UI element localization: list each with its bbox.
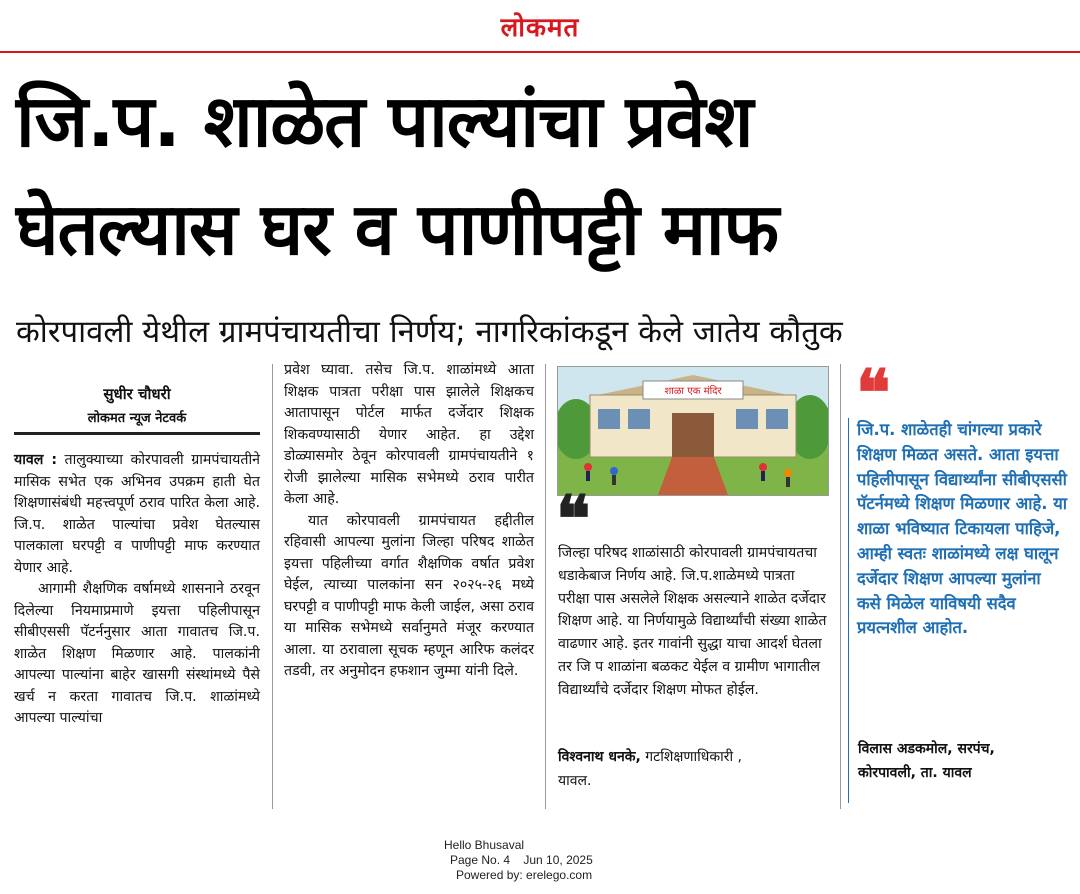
article-paragraph: यात कोरपावली ग्रामपंचायत हद्दीतील रहिवासी आपल्या मुलांना जिल्हा परिषद शाळेत इयत्ता पहिलीच्या वर्गात शैक्षणिक वर्षात प्रवेश घेईल, त्याच्या पालकांना सन २०२५-२६ मध्ये घरपट्टी व पाणीपट्टी माफ केली जाईल, असा ठराव या मासिक सभेमध्ये सर्वानुमते मंजूर करण्यात आला. या ठरावाला सूचक म्हणून आरिफ कलंदर तडवी, तर अनुमोदन हफशान जुम्मा यांनी दिले. — [284, 512, 534, 679]
article-text: तालुक्याच्या कोरपावली ग्रामपंचायतीने मासिक सभेत एक अभिनव उपक्रम हाती घेत शिक्षणासंबंधी महत्त्वपूर्ण ठराव पारित केला आहे. जि.प. शाळेत पाल्यांचा प्रवेश घेतल्यास पालकाला घरपट्टी व पाणीपट्टी माफ करण्यात येणार आहे. — [14, 452, 261, 576]
quote-author-name: विश्वनाथ धनके, — [558, 749, 641, 765]
column-divider — [840, 364, 841, 809]
quote-block-sarpanch — [857, 418, 1069, 641]
byline-author: सुधीर चौधरी — [103, 385, 171, 403]
quote-mark-icon: ❝ — [556, 482, 591, 557]
school-illustration — [557, 366, 829, 496]
dateline-place: यावल : — [14, 452, 58, 468]
masthead-logo: लोकमत — [500, 13, 580, 43]
headline-line-1: जि.प. शाळेत पाल्यांचा प्रवेश — [16, 79, 753, 163]
byline-organization: लोकमत न्यूज नेटवर्क — [87, 411, 187, 426]
column-divider — [272, 364, 273, 809]
quote-author-line: विलास अडकमोल, सरपंच, — [858, 741, 995, 757]
quote-text: जिल्हा परिषद शाळांसाठी कोरपावली ग्रामपंचायतचा धडाकेबाज निर्णय आहे. जि.प.शाळेमध्ये पात्रता परीक्षा पास असलेले शिक्षक असल्याने शाळेत दर्जेदार शिक्षण आहे. या निर्णयामुळे विद्यार्थ्यांची संख्या शाळेत वाढणार आहे. इतर गावांनी सुद्धा याचा आदर्श घेतला तर जि प शाळांना बळकट येईल व ग्रामीण भागातील विद्यार्थ्यांचे दर्जेदार शिक्षण मोफत होईल. — [558, 545, 827, 698]
subheadline: कोरपावली येथील ग्रामपंचायतीचा निर्णय; नागरिकांकडून केले जातेय कौतुक — [16, 314, 843, 350]
school-sign-text: शाळा एक मंदिर — [664, 386, 722, 397]
footer-powered-by[interactable]: Powered by: erelego.com — [456, 868, 593, 882]
quote-accent-line — [848, 418, 849, 803]
footer-page-date: Page No. 4 Jun 10, 2025 — [450, 853, 593, 867]
page-footer — [440, 838, 640, 883]
byline-rule — [14, 432, 260, 435]
quote-author-title: गटशिक्षणाधिकारी , — [640, 749, 742, 765]
quote-mark-icon: ❝ — [856, 356, 891, 431]
quote-author-place: यावल. — [558, 773, 592, 789]
quote-author-line: कोरपावली, ता. यावल — [858, 765, 972, 781]
article-column-2 — [284, 360, 534, 683]
quote-attribution-official — [558, 745, 830, 793]
article-paragraph: प्रवेश घ्यावा. तसेच जि.प. शाळांमध्ये आता शिक्षक पात्रता परीक्षा पास झालेले शिक्षकच आतापासून पोर्टल मार्फत दर्जेदार शिक्षक शिकवण्यासाठी येणार आहेत. हा उद्देश डोळ्यासमोर ठेवून कोरपावली ग्रामपंचायतीने १ रोजी झालेल्या मासिक सभेमध्ये ठराव पारीत केला आहे. — [284, 362, 534, 507]
article-column-1 — [14, 450, 260, 730]
quote-attribution-sarpanch — [858, 737, 1070, 785]
article-paragraph — [14, 450, 260, 579]
school-illustration-svg — [558, 367, 828, 495]
footer-edition: Hello Bhusaval — [444, 838, 525, 852]
quote-block-official — [558, 542, 830, 702]
column-divider — [545, 364, 546, 809]
masthead-rule — [0, 51, 1080, 53]
headline-line-2: घेतल्यास घर व पाणीपट्टी माफ — [16, 187, 779, 271]
article-paragraph: आगामी शैक्षणिक वर्षामध्ये शासनाने ठरवून दिलेल्या नियमाप्रमाणे इयत्ता पहिलीपासून सीबीएससी पॅटर्ननुसार आता गावातच जि.प. शाळेत शिक्षण मिळणार आहे. पालकांनी आपल्या पाल्यांना बाहेर खासगी संस्थांमध्ये पैसे खर्च न करता गावातच जि.प. शाळांमध्ये आपल्या पाल्यांचा — [14, 581, 260, 726]
quote-text: जि.प. शाळेतही चांगल्या प्रकारे शिक्षण मिळत असते. आता इयत्ता पहिलीपासून विद्यार्थ्यांना सीबीएससी पॅटर्नमध्ये शिक्षण मिळणार आहे. या शाळा भविष्यात टिकायला पाहिजे, आम्ही स्वतः शाळांमध्ये लक्ष घालून दर्जेदार शिक्षण आपल्या मुलांना कसे मिळेल याविषयी सदैव प्रयत्नशील आहोत. — [857, 420, 1068, 638]
